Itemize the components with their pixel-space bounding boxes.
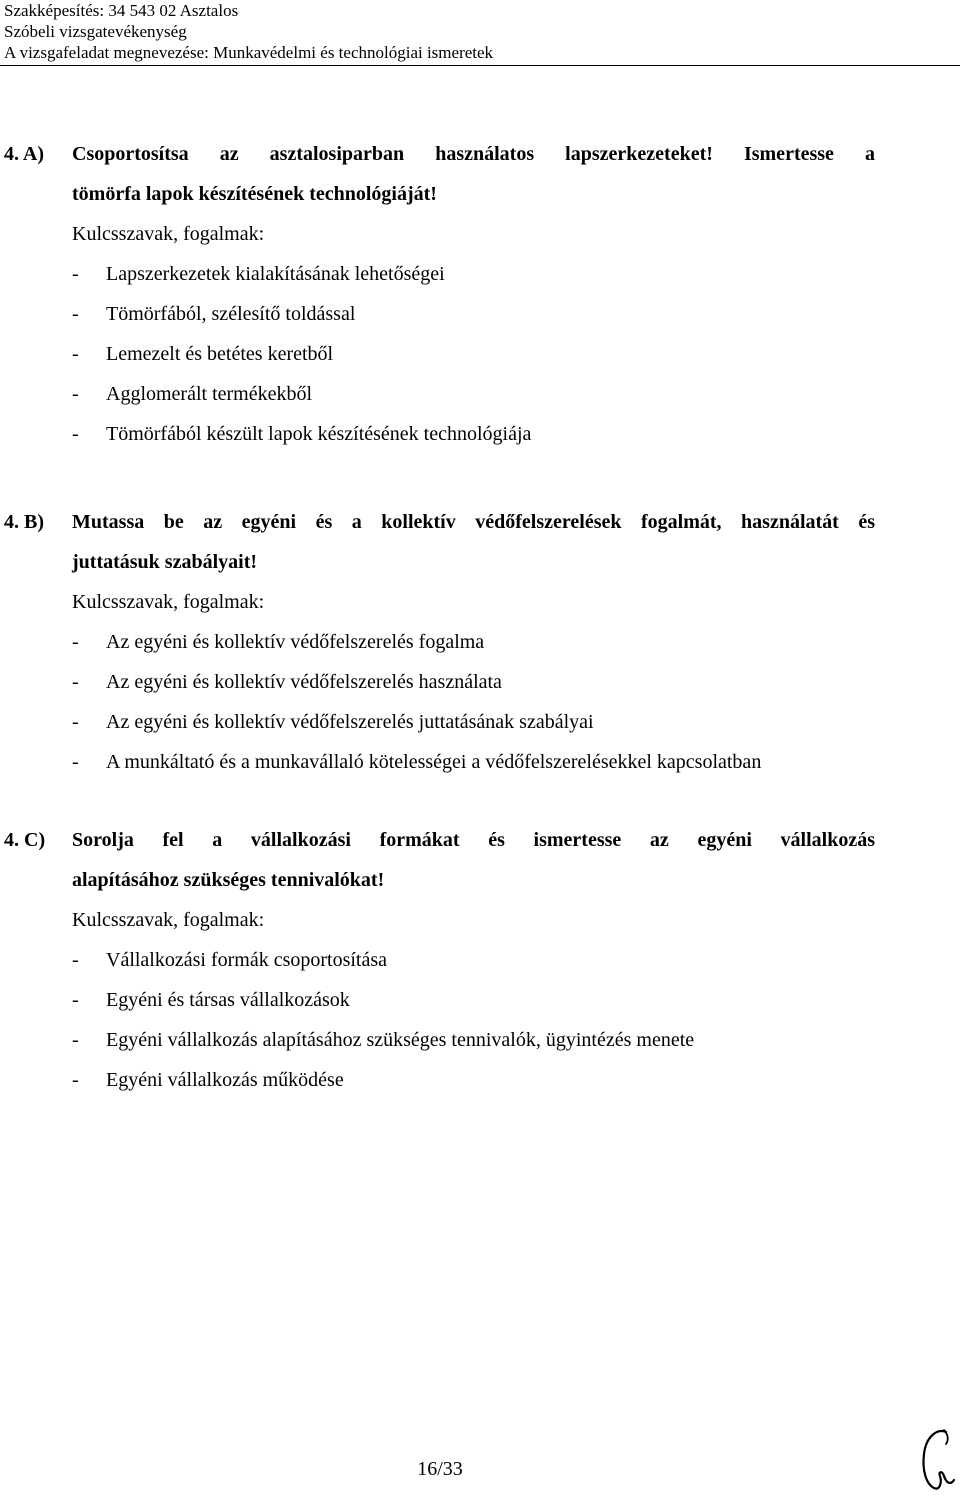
- question-text-continued: alapításához szükséges tennivalókat!: [72, 869, 385, 891]
- list-dash: -: [72, 949, 79, 971]
- list-item: [0, 622, 960, 662]
- header-qualification: Szakképesítés: 34 543 02 Asztalos: [4, 1, 239, 20]
- list-dash: -: [72, 343, 79, 365]
- list-item-text: Az egyéni és kollektív védőfelszerelés juttatásának szabályai: [106, 711, 594, 733]
- list-dash: -: [72, 303, 79, 325]
- list-item: [0, 662, 960, 702]
- list-item-text: Vállalkozási formák csoportosítása: [106, 949, 388, 971]
- list-dash: -: [72, 423, 79, 445]
- list-item-text: Az egyéni és kollektív védőfelszerelés használata: [106, 671, 502, 693]
- list-dash: -: [72, 1029, 79, 1051]
- list-dash: -: [72, 989, 79, 1011]
- question-text: Csoportosítsa az asztalosiparban használatos lapszerkezeteket! Ismertesse a: [72, 143, 875, 165]
- list-item: [0, 1020, 960, 1060]
- list-dash: -: [72, 1069, 79, 1091]
- signature-icon: [916, 1426, 956, 1496]
- list-item-text: Az egyéni és kollektív védőfelszerelés fogalma: [106, 631, 485, 653]
- list-item: [0, 742, 960, 782]
- question-text: Sorolja fel a vállalkozási formákat és ismertesse az egyéni vállalkozás: [72, 829, 875, 851]
- question-number: 4. A): [4, 143, 44, 165]
- section-4b: [0, 502, 960, 782]
- page-number: 16/33: [417, 1458, 463, 1480]
- keywords-list: [0, 622, 960, 782]
- question-text-continued: juttatásuk szabályait!: [72, 551, 258, 573]
- section-4c: [0, 820, 960, 1100]
- list-item: [0, 294, 960, 334]
- question-number: 4. B): [4, 511, 44, 533]
- list-item-text: Tömörfából, szélesítő toldással: [106, 303, 356, 325]
- list-item: [0, 334, 960, 374]
- keywords-list: [0, 940, 960, 1100]
- list-item: [0, 702, 960, 742]
- list-item: [0, 980, 960, 1020]
- list-item-text: Lemezelt és betétes keretből: [106, 343, 334, 365]
- list-item-text: Egyéni és társas vállalkozások: [106, 989, 350, 1011]
- list-dash: -: [72, 383, 79, 405]
- question-row: [0, 134, 960, 174]
- question-text-continued: tömörfa lapok készítésének technológiáját!: [72, 183, 437, 205]
- list-dash: -: [72, 751, 79, 773]
- list-item-text: A munkáltató és a munkavállaló kötelességei a védőfelszerelésekkel kapcsolatban: [106, 751, 762, 773]
- keywords-list: [0, 254, 960, 454]
- keywords-title: Kulcsszavak, fogalmak:: [72, 591, 265, 613]
- question-text: Mutassa be az egyéni és a kollektív védőfelszerelések fogalmát, használatát és: [72, 511, 875, 533]
- section-4a: [0, 134, 960, 454]
- keywords-title: Kulcsszavak, fogalmak:: [72, 223, 265, 245]
- list-dash: -: [72, 263, 79, 285]
- list-item-text: Egyéni vállalkozás működése: [106, 1069, 344, 1091]
- list-dash: -: [72, 631, 79, 653]
- header-divider: [0, 65, 960, 66]
- list-dash: -: [72, 711, 79, 733]
- list-item-text: Tömörfából készült lapok készítésének technológiája: [106, 423, 532, 445]
- header-task-name: A vizsgafeladat megnevezése: Munkavédelmi és technológiai ismeretek: [4, 43, 494, 62]
- list-item: [0, 1060, 960, 1100]
- keywords-title: Kulcsszavak, fogalmak:: [72, 909, 265, 931]
- page-header: [4, 0, 954, 63]
- header-exam-activity: Szóbeli vizsgatevékenység: [4, 22, 187, 41]
- list-item-text: Agglomerált termékekből: [106, 383, 313, 405]
- question-row: [0, 820, 960, 860]
- list-item-text: Egyéni vállalkozás alapításához szükséges tennivalók, ügyintézés menete: [106, 1029, 695, 1051]
- list-item-text: Lapszerkezetek kialakításának lehetőségei: [106, 263, 445, 285]
- list-dash: -: [72, 671, 79, 693]
- list-item: [0, 940, 960, 980]
- list-item: [0, 254, 960, 294]
- list-item: [0, 374, 960, 414]
- question-row: [0, 502, 960, 542]
- question-number: 4. C): [4, 829, 46, 851]
- list-item: [0, 414, 960, 454]
